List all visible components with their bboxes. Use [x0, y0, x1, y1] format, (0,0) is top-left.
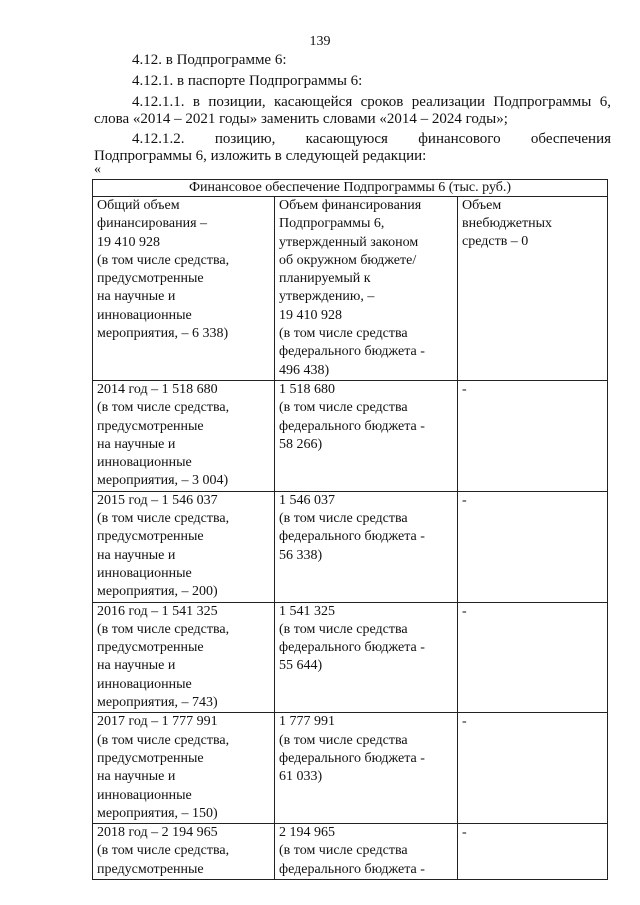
- cell-line: 61 033): [279, 769, 323, 785]
- summary-total-cell: [93, 197, 275, 381]
- cell-line: Общий объем: [97, 198, 180, 213]
- cell-line: инновационные: [97, 787, 192, 803]
- paragraph-4-12-1-2-cont: Подпрограммы 6, изложить в следующей редакции:: [94, 148, 427, 164]
- year-budget-cell: [275, 602, 458, 713]
- cell-line: Объем: [462, 198, 502, 213]
- cell-line: 55 644): [279, 658, 323, 674]
- cell-line: инновационные: [97, 676, 192, 692]
- year-offbudget-cell: [458, 380, 608, 491]
- cell-line: инновационные: [97, 565, 192, 581]
- cell-line: об окружном бюджете/: [279, 252, 417, 268]
- table-header: Финансовое обеспечение Подпрограммы 6 (тыс. руб.): [93, 180, 608, 197]
- cell-line: -: [462, 492, 467, 508]
- cell-line: 2015 год – 1 546 037: [97, 492, 218, 508]
- cell-line: федерального бюджета -: [279, 529, 425, 545]
- cell-line: (в том числе средства: [279, 621, 408, 637]
- open-quote: «: [94, 162, 101, 177]
- cell-line: предусмотренные: [97, 271, 204, 287]
- cell-line: финансирования –: [97, 216, 208, 232]
- cell-line: мероприятия, – 200): [97, 584, 218, 600]
- cell-line: 19 410 928: [279, 307, 342, 323]
- table-row-2016: [93, 602, 608, 713]
- cell-line: федерального бюджета -: [279, 750, 425, 766]
- cell-line: средств – 0: [462, 234, 529, 249]
- cell-line: -: [462, 825, 467, 841]
- cell-line: на научные и: [97, 547, 176, 563]
- cell-line: предусмотренные: [97, 418, 204, 434]
- year-budget-cell: [275, 491, 458, 602]
- year-budget-cell: [275, 713, 458, 824]
- cell-line: (в том числе средства,: [97, 843, 230, 859]
- paragraph-4-12-1-1: 4.12.1.1. в позиции, касающейся сроков реализации Подпрограммы 6,: [132, 94, 611, 110]
- year-offbudget-cell: [458, 824, 608, 880]
- cell-line: -: [462, 603, 467, 619]
- cell-line: утверждению, –: [279, 289, 375, 305]
- cell-line: 1 546 037: [279, 492, 335, 508]
- cell-line: 496 438): [279, 362, 330, 378]
- year-offbudget-cell: [458, 491, 608, 602]
- cell-line: 2018 год – 2 194 965: [97, 825, 218, 841]
- page-number: 139: [309, 34, 331, 49]
- year-budget-cell: [275, 380, 458, 491]
- cell-line: на научные и: [97, 289, 176, 305]
- paragraph-4-12-1-1-cont: слова «2014 – 2021 годы» заменить словами «2014 – 2024 годы»;: [94, 111, 508, 127]
- cell-line: 2016 год – 1 541 325: [97, 603, 218, 619]
- paragraph-4-12-1: 4.12.1. в паспорте Подпрограммы 6:: [132, 73, 363, 89]
- summary-offbudget-cell: [458, 197, 608, 381]
- cell-line: на научные и: [97, 436, 176, 452]
- cell-line: (в том числе средства,: [97, 252, 230, 268]
- cell-line: федерального бюджета -: [279, 344, 425, 360]
- cell-line: предусмотренные: [97, 861, 204, 877]
- financing-table: [92, 179, 608, 880]
- cell-line: 56 338): [279, 547, 323, 563]
- cell-line: на научные и: [97, 658, 176, 674]
- cell-line: мероприятия, – 6 338): [97, 326, 229, 342]
- cell-line: (в том числе средства,: [97, 732, 230, 748]
- paragraph-4-12: 4.12. в Подпрограмме 6:: [132, 52, 287, 68]
- table-row-2015: [93, 491, 608, 602]
- year-total-cell: [93, 824, 275, 880]
- cell-line: предусмотренные: [97, 529, 204, 545]
- cell-line: 2 194 965: [279, 825, 335, 841]
- cell-line: 1 518 680: [279, 381, 335, 397]
- table-row-summary: [93, 197, 608, 381]
- year-total-cell: [93, 491, 275, 602]
- cell-line: на научные и: [97, 769, 176, 785]
- cell-line: 19 410 928: [97, 234, 160, 250]
- table-row-2017: [93, 713, 608, 824]
- table-row-2018: [93, 824, 608, 880]
- cell-line: (в том числе средства: [279, 326, 408, 342]
- cell-line: внебюджетных: [462, 216, 553, 231]
- cell-line: планируемый к: [279, 271, 371, 287]
- cell-line: -: [462, 714, 467, 730]
- cell-line: мероприятия, – 150): [97, 805, 218, 821]
- cell-line: федерального бюджета -: [279, 861, 425, 877]
- year-offbudget-cell: [458, 713, 608, 824]
- cell-line: 1 777 991: [279, 714, 335, 730]
- cell-line: (в том числе средства: [279, 400, 408, 416]
- cell-line: 58 266): [279, 436, 323, 452]
- year-total-cell: [93, 380, 275, 491]
- cell-line: утвержденный законом: [279, 234, 419, 250]
- cell-line: Объем финансирования: [279, 198, 422, 213]
- cell-line: мероприятия, – 743): [97, 695, 218, 711]
- paragraph-4-12-1-2: 4.12.1.2. позицию, касающуюся финансового обеспечения: [132, 131, 611, 147]
- cell-line: -: [462, 381, 467, 397]
- summary-budget-cell: [275, 197, 458, 381]
- table-row-2014: [93, 380, 608, 491]
- cell-line: (в том числе средства,: [97, 400, 230, 416]
- cell-line: (в том числе средства,: [97, 511, 230, 527]
- cell-line: федерального бюджета -: [279, 640, 425, 656]
- year-total-cell: [93, 602, 275, 713]
- year-total-cell: [93, 713, 275, 824]
- cell-line: предусмотренные: [97, 750, 204, 766]
- cell-line: Подпрограммы 6,: [279, 216, 385, 232]
- cell-line: 1 541 325: [279, 603, 335, 619]
- cell-line: инновационные: [97, 455, 192, 471]
- cell-line: 2014 год – 1 518 680: [97, 381, 218, 397]
- year-offbudget-cell: [458, 602, 608, 713]
- cell-line: федерального бюджета -: [279, 418, 425, 434]
- cell-line: (в том числе средства: [279, 511, 408, 527]
- cell-line: (в том числе средства: [279, 732, 408, 748]
- cell-line: предусмотренные: [97, 640, 204, 656]
- cell-line: (в том числе средства: [279, 843, 408, 859]
- table-header-row: [93, 180, 608, 197]
- cell-line: инновационные: [97, 307, 192, 323]
- year-budget-cell: [275, 824, 458, 880]
- cell-line: 2017 год – 1 777 991: [97, 714, 218, 730]
- cell-line: мероприятия, – 3 004): [97, 473, 229, 489]
- cell-line: (в том числе средства,: [97, 621, 230, 637]
